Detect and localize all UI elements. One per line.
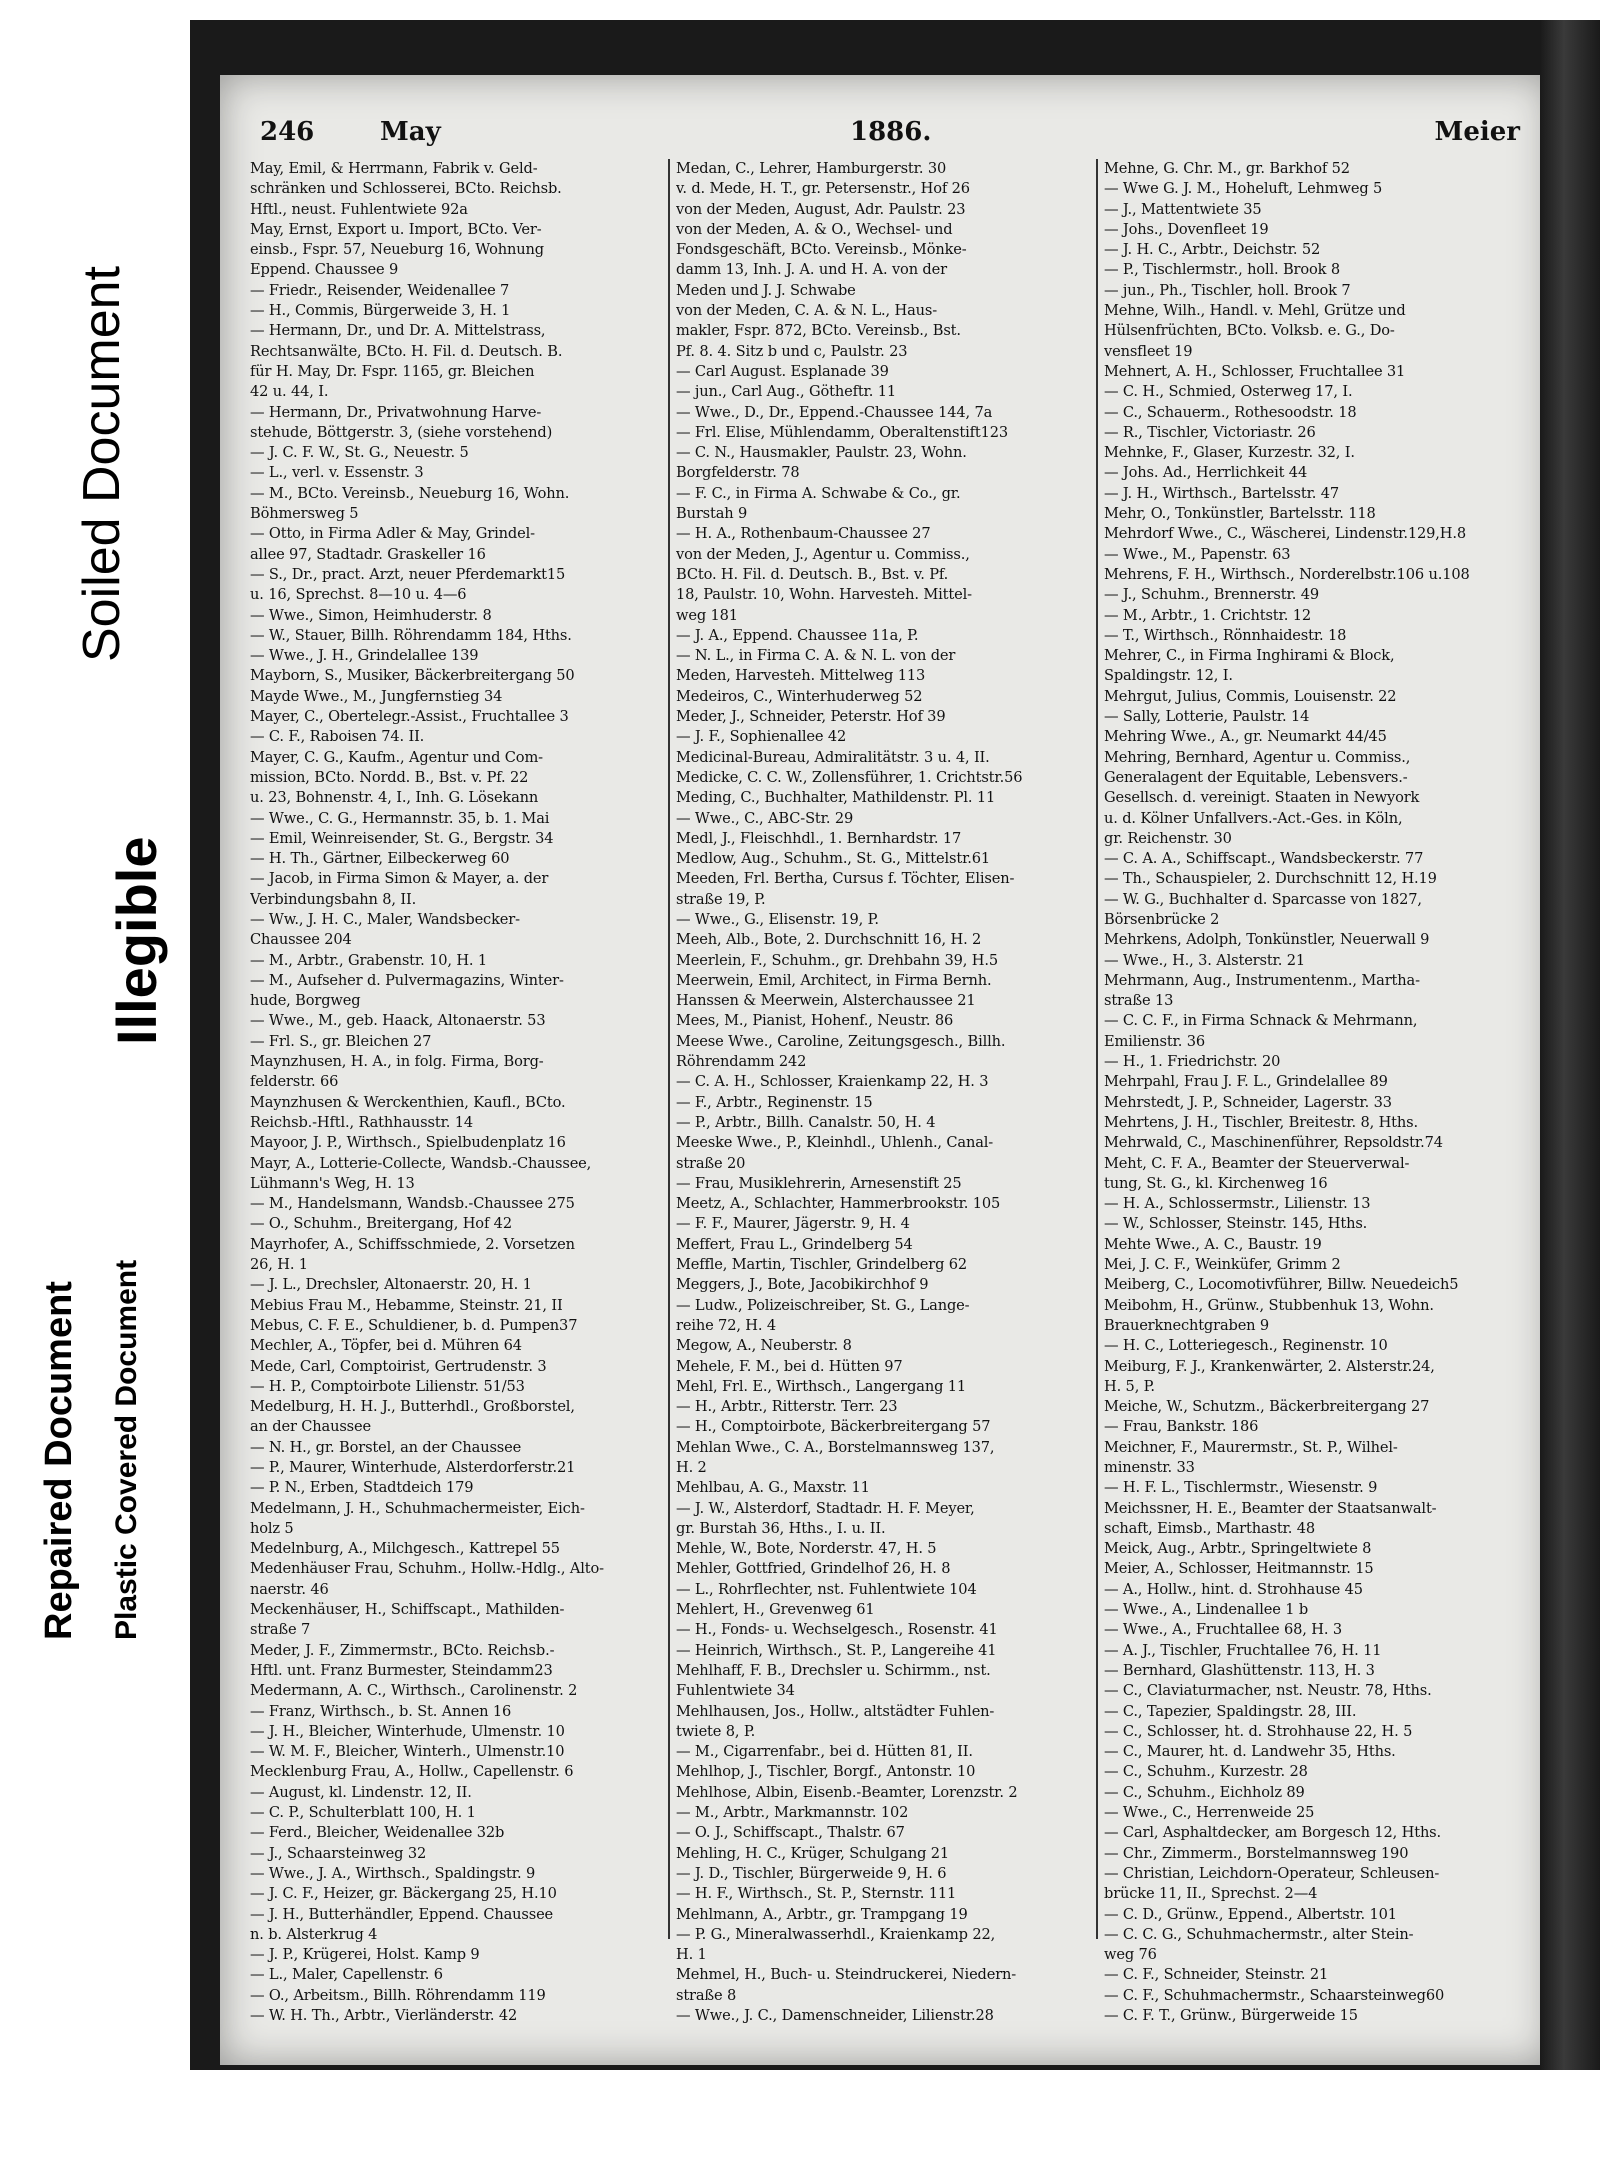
directory-entry-line: Emilienstr. 36: [1104, 1032, 1206, 1050]
directory-entry-line: — O., Arbeitsm., Billh. Röhrendamm 119: [250, 1986, 546, 2004]
directory-entry-line: — F. C., in Firma A. Schwabe & Co., gr.: [676, 484, 961, 502]
directory-entry-line: — T., Wirthsch., Rönnhaidestr. 18: [1104, 626, 1347, 644]
directory-entry-line: — C., Schuhm., Eichholz 89: [1104, 1783, 1305, 1801]
directory-entry-line: — H. A., Schlossermstr., Lilienstr. 13: [1104, 1195, 1371, 1213]
directory-entry-line: von der Meden, C. A. & N. L., Haus-: [676, 302, 937, 320]
directory-entry-line: Mede, Carl, Comptoirist, Gertrudenstr. 3: [250, 1357, 547, 1375]
directory-entry-line: tung, St. G., kl. Kirchenweg 16: [1104, 1174, 1328, 1192]
directory-entry-line: — W. M. F., Bleicher, Winterh., Ulmenstr.10: [250, 1743, 565, 1761]
directory-entry-line: Mehlmann, A., Arbtr., gr. Trampgang 19: [676, 1905, 968, 1923]
directory-entry-line: — S., Dr., pract. Arzt, neuer Pferdemarkt15: [250, 565, 566, 583]
directory-entry-line: für H. May, Dr. Fspr. 1165, gr. Bleichen: [250, 362, 535, 380]
directory-entry-line: — N. L., in Firma C. A. & N. L. von der: [676, 647, 956, 665]
directory-entry-line: mission, BCto. Nordd. B., Bst. v. Pf. 22: [250, 768, 529, 786]
directory-entry-line: u. d. Kölner Unfallvers.-Act.-Ges. in Köln,: [1104, 809, 1403, 827]
directory-entry-line: Mayde Wwe., M., Jungfernstieg 34: [250, 687, 503, 705]
directory-entry-line: — C., Claviaturmacher, nst. Neustr. 78, Hths.: [1104, 1682, 1432, 1700]
directory-entry-line: stehude, Böttgerstr. 3, (siehe vorstehend): [250, 423, 553, 441]
directory-entry-line: — Wwe., A., Lindenallee 1 b: [1104, 1601, 1309, 1619]
directory-entry-line: — C. A. A., Schiffscapt., Wandsbeckerstr. 77: [1104, 850, 1424, 868]
directory-entry-line: Mayborn, S., Musiker, Bäckerbreitergang 50: [250, 667, 575, 685]
directory-entry-line: — Hermann, Dr., und Dr. A. Mittelstrass,: [250, 322, 546, 340]
scanned-page-frame: [190, 20, 1600, 2070]
directory-entry-line: Mehrpahl, Frau J. F. L., Grindelallee 89: [1104, 1073, 1388, 1091]
directory-entry-line: — Frl. S., gr. Bleichen 27: [250, 1032, 432, 1050]
directory-entry-line: — Ludw., Polizeischreiber, St. G., Lange-: [676, 1296, 970, 1314]
directory-entry-line: — J. H., Wirthsch., Bartelsstr. 47: [1104, 484, 1340, 502]
directory-entry-line: Meerlein, F., Schuhm., gr. Drehbahn 39, H.5: [676, 951, 998, 969]
directory-entry-line: Mayrhofer, A., Schiffsschmiede, 2. Vorsetzen: [250, 1235, 575, 1253]
directory-entry-line: von der Meden, A. & O., Wechsel- und: [676, 220, 953, 238]
directory-entry-line: Maynzhusen & Werckenthien, Kaufl., BCto.: [250, 1093, 566, 1111]
directory-entry-line: Medelmann, J. H., Schuhmachermeister, Eich-: [250, 1499, 585, 1517]
directory-entry-line: Medelnburg, A., Milchgesch., Kattrepel 55: [250, 1540, 560, 1558]
directory-entry-line: Mehrgut, Julius, Commis, Louisenstr. 22: [1104, 687, 1397, 705]
directory-entry-line: Meier, A., Schlosser, Heitmannstr. 15: [1104, 1560, 1374, 1578]
directory-entry-line: damm 13, Inh. J. A. und H. A. von der: [676, 261, 947, 279]
directory-entry-line: — Wwe., J. H., Grindelallee 139: [250, 647, 479, 665]
directory-entry-line: — L., Rohrflechter, nst. Fuhlentwiete 104: [676, 1580, 977, 1598]
directory-entry-line: Mehnke, F., Glaser, Kurzestr. 32, I.: [1104, 444, 1355, 462]
directory-entry-line: — J., Mattentwiete 35: [1104, 200, 1262, 218]
directory-entry-line: — J. C. F., Heizer, gr. Bäckergang 25, H.10: [250, 1885, 557, 1903]
directory-entry-line: — C., Schuhm., Kurzestr. 28: [1104, 1763, 1308, 1781]
directory-entry-line: — O., Schuhm., Breitergang, Hof 42: [250, 1215, 512, 1233]
directory-entry-line: Mayer, C. G., Kaufm., Agentur und Com-: [250, 748, 543, 766]
directory-entry-line: Meden und J. J. Schwabe: [676, 281, 856, 299]
directory-entry-line: Mehele, F. M., bei d. Hütten 97: [676, 1357, 903, 1375]
soiled-document-label: Soiled Document: [73, 266, 131, 662]
directory-entry-line: — C. F. T., Grünw., Bürgerweide 15: [1104, 2007, 1358, 2025]
directory-entry-line: — Hermann, Dr., Privatwohnung Harve-: [250, 403, 542, 421]
directory-entry-line: an der Chaussee: [250, 1418, 371, 1436]
directory-entry-line: — Wwe., C., ABC-Str. 29: [676, 809, 854, 827]
directory-entry-line: — Wwe., J. A., Wirthsch., Spaldingstr. 9: [250, 1864, 536, 1882]
directory-entry-line: Medenhäuser Frau, Schuhm., Hollw.-Hdlg., Alto-: [250, 1560, 604, 1578]
directory-entry-line: BCto. H. Fil. d. Deutsch. B., Bst. v. Pf.: [676, 565, 949, 583]
directory-entry-line: 26, H. 1: [250, 1256, 308, 1274]
directory-entry-line: Meht, C. F. A., Beamter der Steuerverwal-: [1104, 1154, 1410, 1172]
directory-entry-line: May, Emil, & Herrmann, Fabrik v. Geld-: [250, 160, 538, 177]
directory-entry-line: H. 1: [676, 1946, 707, 1964]
directory-entry-line: straße 19, P.: [676, 890, 766, 908]
directory-entry-line: — H. F. L., Tischlermstr., Wiesenstr. 9: [1104, 1479, 1378, 1497]
directory-entry-line: Rechtsanwälte, BCto. H. Fil. d. Deutsch. B.: [250, 342, 563, 360]
directory-entry-line: — A. J., Tischler, Fruchtallee 76, H. 11: [1104, 1641, 1382, 1659]
directory-entry-line: Röhrendamm 242: [676, 1053, 807, 1071]
directory-entry-line: — J. D., Tischler, Bürgerweide 9, H. 6: [676, 1864, 947, 1882]
directory-entry-line: — R., Tischler, Victoriastr. 26: [1104, 423, 1316, 441]
directory-entry-line: Mehlbau, A. G., Maxstr. 11: [676, 1479, 870, 1497]
directory-entry-line: Meden, Harvesteh. Mittelweg 113: [676, 667, 926, 685]
directory-entry-line: Hanssen & Meerwein, Alsterchaussee 21: [676, 992, 976, 1010]
page-header: [260, 117, 1520, 157]
directory-entry-line: — Chr., Zimmerm., Borstelmannsweg 190: [1104, 1844, 1409, 1862]
directory-entry-line: Mehling, H. C., Krüger, Schulgang 21: [676, 1844, 950, 1862]
directory-entry-line: Mecklenburg Frau, A., Hollw., Capellenstr. 6: [250, 1763, 574, 1781]
directory-entry-line: — O. J., Schiffscapt., Thalstr. 67: [676, 1824, 905, 1842]
directory-entry-line: Gesellsch. d. vereinigt. Staaten in Newyork: [1104, 789, 1420, 807]
directory-entry-line: Mehr, O., Tonkünstler, Bartelsstr. 118: [1104, 505, 1376, 523]
directory-entry-line: Meerwein, Emil, Architect, in Firma Bernh.: [676, 971, 992, 989]
directory-entry-line: — P., Maurer, Winterhude, Alsterdorferstr.21: [250, 1459, 576, 1476]
directory-entry-line: gr. Burstah 36, Hths., I. u. II.: [676, 1519, 886, 1537]
directory-entry-line: — L., Maler, Capellenstr. 6: [250, 1966, 443, 1984]
directory-entry-line: — J. W., Alsterdorf, Stadtadr. H. F. Meyer,: [676, 1499, 975, 1517]
directory-entry-line: — C. D., Grünw., Eppend., Albertstr. 101: [1104, 1905, 1397, 1923]
directory-entry-line: Mehrmann, Aug., Instrumentenm., Martha-: [1104, 971, 1420, 989]
directory-entry-line: — C. F., Raboisen 74. II.: [250, 728, 425, 746]
directory-entry-line: — Frau, Musiklehrerin, Arnesenstift 25: [676, 1174, 962, 1192]
directory-entry-line: — H. P., Comptoirbote Lilienstr. 51/53: [250, 1377, 525, 1395]
directory-entry-line: Mehte Wwe., A. C., Baustr. 19: [1104, 1235, 1322, 1253]
directory-entry-line: — M., Aufseher d. Pulvermagazins, Winter-: [250, 971, 564, 989]
directory-entry-line: — C. P., Schulterblatt 100, H. 1: [250, 1804, 476, 1822]
directory-entry-line: — C. C. F., in Firma Schnack & Mehrmann,: [1104, 1012, 1418, 1030]
directory-entry-line: holz 5: [250, 1519, 294, 1537]
directory-entry-line: — Bernhard, Glashüttenstr. 113, H. 3: [1104, 1661, 1375, 1679]
directory-entry-line: u. 23, Bohnenstr. 4, I., Inh. G. Lösekann: [250, 789, 539, 807]
directory-entry-line: Mehrdorf Wwe., C., Wäscherei, Lindenstr.129,H.8: [1104, 525, 1466, 543]
directory-entry-line: Spaldingstr. 12, I.: [1104, 667, 1233, 685]
year-heading: 1886.: [850, 117, 932, 147]
directory-entry-line: Megow, A., Neuberstr. 8: [676, 1337, 852, 1355]
directory-entry-line: — H., 1. Friedrichstr. 20: [1104, 1053, 1281, 1071]
directory-entry-line: — J. P., Krügerei, Holst. Kamp 9: [250, 1946, 480, 1964]
directory-entry-line: Meibohm, H., Grünw., Stubbenhuk 13, Wohn.: [1104, 1296, 1434, 1314]
book-binding-edge: [1540, 20, 1600, 2070]
directory-entry-line: — C. H., Schmied, Osterweg 17, I.: [1104, 383, 1353, 401]
directory-entry-line: — J., Schaarsteinweg 32: [250, 1844, 427, 1862]
directory-entry-line: Meiburg, F. J., Krankenwärter, 2. Alsterstr.24,: [1104, 1357, 1435, 1375]
directory-entry-line: Fuhlentwiete 34: [676, 1682, 795, 1700]
directory-entry-line: vensfleet 19: [1104, 342, 1193, 360]
directory-entry-line: Mechler, A., Töpfer, bei d. Mühren 64: [250, 1337, 522, 1355]
directory-entry-line: — H., Fonds- u. Wechselgesch., Rosenstr. 41: [676, 1621, 998, 1639]
directory-entry-line: Medelburg, H. H. J., Butterhdl., Großborstel,: [250, 1398, 575, 1416]
directory-entry-line: Reichsb.-Hftl., Rathhausstr. 14: [250, 1113, 474, 1131]
directory-entry-line: straße 8: [676, 1986, 737, 2004]
directory-entry-line: Brauerknechtgraben 9: [1104, 1316, 1270, 1334]
directory-entry-line: Mehring Wwe., A., gr. Neumarkt 44/45: [1104, 728, 1387, 746]
directory-entry-line: Fondsgeschäft, BCto. Vereinsb., Mönke-: [676, 241, 967, 259]
side-labels: [0, 0, 210, 2177]
directory-entry-line: May, Ernst, Export u. Import, BCto. Ver-: [250, 220, 542, 238]
directory-entry-line: Mehlhaff, F. B., Drechsler u. Schirmm., nst.: [676, 1661, 991, 1679]
directory-entry-line: Mehrtens, J. H., Tischler, Breitestr. 8, Hths.: [1104, 1113, 1418, 1131]
directory-entry-line: Meder, J. F., Zimmermstr., BCto. Reichsb.-: [250, 1641, 555, 1659]
directory-entry-line: — Wwe., C. G., Hermannstr. 35, b. 1. Mai: [250, 809, 550, 827]
directory-entry-line: — Friedr., Reisender, Weidenallee 7: [250, 281, 510, 299]
directory-entry-line: minenstr. 33: [1104, 1459, 1195, 1476]
directory-entry-line: — M., Arbtr., Grabenstr. 10, H. 1: [250, 951, 488, 969]
directory-entry-line: — W., Schlosser, Steinstr. 145, Hths.: [1104, 1215, 1368, 1233]
directory-entry-line: Mehrens, F. H., Wirthsch., Norderelbstr.106 u.108: [1104, 565, 1470, 583]
directory-entry-line: Mehring, Bernhard, Agentur u. Commiss.,: [1104, 748, 1411, 766]
directory-entry-line: Maynzhusen, H. A., in folg. Firma, Borg-: [250, 1053, 544, 1071]
directory-entry-line: weg 76: [1104, 1946, 1157, 1964]
directory-entry-line: — W. G., Buchhalter d. Sparcasse von 1827,: [1104, 890, 1422, 908]
directory-entry-line: — H. F., Wirthsch., St. P., Sternstr. 111: [676, 1885, 957, 1903]
directory-entry-line: — Emil, Weinreisender, St. G., Bergstr. 34: [250, 829, 554, 847]
directory-entry-line: — Wwe., J. C., Damenschneider, Lilienstr.28: [676, 2007, 994, 2025]
directory-entry-line: Mehrkens, Adolph, Tonkünstler, Neuerwall 9: [1104, 931, 1430, 949]
directory-entry-line: Meetz, A., Schlachter, Hammerbrookstr. 105: [676, 1195, 1001, 1213]
directory-entry-line: einsb., Fspr. 57, Neueburg 16, Wohnung: [250, 241, 544, 259]
directory-entry-line: — C. F., Schneider, Steinstr. 21: [1104, 1966, 1329, 1984]
directory-entry-line: Pf. 8. 4. Sitz b und c, Paulstr. 23: [676, 342, 908, 360]
directory-entry-line: — J. H., Bleicher, Winterhude, Ulmenstr. 10: [250, 1722, 565, 1740]
directory-entry-line: Mees, M., Pianist, Hohenf., Neustr. 86: [676, 1012, 954, 1030]
directory-entry-line: Medicinal-Bureau, Admiralitätstr. 3 u. 4, II.: [676, 748, 990, 766]
directory-entry-line: — Frl. Elise, Mühlendamm, Oberaltenstift123: [676, 423, 1008, 441]
directory-entry-line: Meeske Wwe., P., Kleinhdl., Uhlenh., Canal-: [676, 1134, 994, 1152]
directory-entry-line: — C. N., Hausmakler, Paulstr. 23, Wohn.: [676, 444, 967, 462]
directory-entry-line: Mayer, C., Obertelegr.-Assist., Fruchtallee 3: [250, 708, 569, 726]
directory-entry-line: brücke 11, II., Sprechst. 2—4: [1104, 1885, 1318, 1903]
directory-entry-line: — C. A. H., Schlosser, Kraienkamp 22, H. 3: [676, 1073, 989, 1091]
directory-entry-line: Mehne, Wilh., Handl. v. Mehl, Grütze und: [1104, 302, 1406, 320]
directory-entry-line: — C., Maurer, ht. d. Landwehr 35, Hths.: [1104, 1743, 1396, 1761]
directory-entry-line: — M., BCto. Vereinsb., Neueburg 16, Wohn.: [250, 484, 570, 502]
directory-entry-line: — Ferd., Bleicher, Weidenallee 32b: [250, 1824, 505, 1842]
directory-entry-line: — Wwe., M., geb. Haack, Altonaerstr. 53: [250, 1012, 546, 1030]
directory-entry-line: — M., Cigarrenfabr., bei d. Hütten 81, II.: [676, 1743, 973, 1761]
directory-entry-line: — Johs., Dovenfleet 19: [1104, 220, 1269, 238]
directory-entry-line: Meiche, W., Schutzm., Bäckerbreitergang 27: [1104, 1398, 1430, 1416]
directory-entry-line: Meckenhäuser, H., Schiffscapt., Mathilden-: [250, 1601, 565, 1619]
directory-entry-line: Mei, J. C. F., Weinküfer, Grimm 2: [1104, 1256, 1341, 1274]
directory-entry-line: Meese Wwe., Caroline, Zeitungsgesch., Billh.: [676, 1032, 1006, 1050]
directory-entry-line: — J. C. F. W., St. G., Neuestr. 5: [250, 444, 469, 462]
directory-entry-line: Mehle, W., Bote, Norderstr. 47, H. 5: [676, 1540, 937, 1558]
directory-entry-line: felderstr. 66: [250, 1073, 339, 1091]
directory-entry-line: — H., Comptoirbote, Bäckerbreitergang 57: [676, 1418, 991, 1436]
directory-entry-line: Mehrwald, C., Maschinenführer, Repsoldstr.74: [1104, 1134, 1443, 1152]
directory-entry-line: Verbindungsbahn 8, II.: [250, 890, 417, 908]
directory-entry-line: Hftl. unt. Franz Burmester, Steindamm23: [250, 1661, 553, 1679]
directory-entry-line: Lühmann's Weg, H. 13: [250, 1174, 415, 1192]
directory-entry-line: — J. A., Eppend. Chaussee 11a, P.: [676, 626, 919, 644]
directory-entry-line: weg 181: [676, 606, 738, 624]
directory-entry-line: Mehrer, C., in Firma Inghirami & Block,: [1104, 647, 1395, 665]
directory-entry-line: — W. H. Th., Arbtr., Vierländerstr. 42: [250, 2007, 518, 2025]
directory-entry-line: — Ww., J. H. C., Maler, Wandsbecker-: [250, 910, 520, 928]
directory-entry-line: — H. A., Rothenbaum-Chaussee 27: [676, 525, 931, 543]
directory-entry-line: — Frau, Bankstr. 186: [1104, 1418, 1259, 1436]
directory-entry-line: — C. C. G., Schuhmachermstr., alter Stein-: [1104, 1925, 1414, 1943]
directory-entry-line: — Carl August. Esplanade 39: [676, 362, 889, 380]
directory-entry-line: — C., Schauerm., Rothesoodstr. 18: [1104, 403, 1357, 421]
directory-entry-line: — H. C., Lotteriegesch., Reginenstr. 10: [1104, 1337, 1388, 1355]
directory-entry-line: makler, Fspr. 872, BCto. Vereinsb., Bst.: [676, 322, 961, 340]
directory-entry-line: — F., Arbtr., Reginenstr. 15: [676, 1093, 873, 1111]
directory-entry-line: — Th., Schauspieler, 2. Durchschnitt 12, H.19: [1104, 870, 1437, 888]
directory-entry-line: Mehrstedt, J. P., Schneider, Lagerstr. 33: [1104, 1093, 1392, 1111]
directory-entry-line: — Wwe., C., Herrenweide 25: [1104, 1804, 1315, 1822]
directory-entry-line: Generalagent der Equitable, Lebensvers.-: [1104, 768, 1408, 786]
column-divider: [668, 159, 670, 1939]
directory-entry-line: — jun., Carl Aug., Götheftr. 11: [676, 383, 896, 401]
directory-entry-line: — W., Stauer, Billh. Röhrendamm 184, Hths.: [250, 626, 572, 644]
directory-entry-line: — M., Arbtr., 1. Crichtstr. 12: [1104, 606, 1311, 624]
directory-entry-line: twiete 8, P.: [676, 1722, 756, 1740]
directory-entry-line: — M., Arbtr., Markmannstr. 102: [676, 1804, 909, 1822]
directory-entry-line: — P., Tischlermstr., holl. Brook 8: [1104, 261, 1340, 279]
directory-entry-line: Mehler, Gottfried, Grindelhof 26, H. 8: [676, 1560, 951, 1578]
directory-entry-line: — Franz, Wirthsch., b. St. Annen 16: [250, 1702, 512, 1720]
directory-entry-line: — Wwe G. J. M., Hoheluft, Lehmweg 5: [1104, 180, 1383, 198]
directory-entry-line: — August, kl. Lindenstr. 12, II.: [250, 1783, 472, 1801]
directory-entry-line: Mayr, A., Lotterie-Collecte, Wandsb.-Chaussee,: [250, 1154, 592, 1172]
directory-column-right: [1104, 159, 1514, 2026]
directory-entry-line: straße 7: [250, 1621, 311, 1639]
directory-entry-line: — J., Schuhm., Brennerstr. 49: [1104, 586, 1319, 604]
directory-entry-line: — Johs. Ad., Herrlichkeit 44: [1104, 464, 1308, 482]
directory-entry-line: schränken und Schlosserei, BCto. Reichsb.: [250, 180, 562, 198]
directory-entry-line: — P. N., Erben, Stadtdeich 179: [250, 1479, 474, 1497]
repaired-document-label: Repaired Document: [38, 1281, 80, 1640]
plastic-covered-document-label: Plastic Covered Document: [110, 1259, 143, 1640]
directory-entry-line: — Otto, in Firma Adler & May, Grindel-: [250, 525, 535, 543]
directory-entry-line: Meichner, F., Maurermstr., St. P., Wilhel-: [1104, 1438, 1398, 1456]
directory-entry-line: allee 97, Stadtadr. Graskeller 16: [250, 545, 486, 563]
directory-entry-line: — J. F., Sophienallee 42: [676, 728, 847, 746]
directory-entry-line: Meggers, J., Bote, Jacobikirchhof 9: [676, 1276, 929, 1294]
directory-entry-line: — F. F., Maurer, Jägerstr. 9, H. 4: [676, 1215, 910, 1233]
directory-entry-line: Mayoor, J. P., Wirthsch., Spielbudenplatz 16: [250, 1134, 566, 1152]
directory-entry-line: — P. G., Mineralwasserhdl., Kraienkamp 22,: [676, 1925, 996, 1943]
directory-entry-line: 18, Paulstr. 10, Wohn. Harvesteh. Mittel-: [676, 586, 972, 604]
directory-entry-line: Mehmel, H., Buch- u. Steindruckerei, Niedern-: [676, 1966, 1017, 1984]
directory-entry-line: straße 20: [676, 1154, 746, 1172]
right-guide-word: Meier: [1434, 117, 1520, 147]
directory-entry-line: — jun., Ph., Tischler, holl. Brook 7: [1104, 281, 1351, 299]
directory-entry-line: — A., Hollw., hint. d. Strohhause 45: [1104, 1580, 1363, 1598]
directory-entry-line: — C., Tapezier, Spaldingstr. 28, III.: [1104, 1702, 1357, 1720]
directory-entry-line: — Wwe., H., 3. Alsterstr. 21: [1104, 951, 1306, 969]
directory-entry-line: Meffert, Frau L., Grindelberg 54: [676, 1235, 913, 1253]
directory-entry-line: Medan, C., Lehrer, Hamburgerstr. 30: [676, 160, 947, 177]
directory-entry-line: Medeiros, C., Winterhuderweg 52: [676, 687, 923, 705]
directory-entry-line: Böhmersweg 5: [250, 505, 359, 523]
directory-entry-line: — Wwe., A., Fruchtallee 68, H. 3: [1104, 1621, 1342, 1639]
directory-entry-line: — J. H. C., Arbtr., Deichstr. 52: [1104, 241, 1321, 259]
directory-entry-line: — Wwe., M., Papenstr. 63: [1104, 545, 1291, 563]
directory-entry-line: straße 13: [1104, 992, 1174, 1010]
directory-entry-line: H. 5, P.: [1104, 1377, 1155, 1395]
directory-entry-line: Meeh, Alb., Bote, 2. Durchschnitt 16, H. 2: [676, 931, 982, 949]
directory-column-left: [250, 159, 660, 2026]
directory-entry-line: Meding, C., Buchhalter, Mathildenstr. Pl. 11: [676, 789, 996, 807]
directory-entry-line: — H., Arbtr., Ritterstr. Terr. 23: [676, 1398, 898, 1416]
directory-entry-line: Mehne, G. Chr. M., gr. Barkhof 52: [1104, 160, 1350, 177]
directory-entry-line: Meiberg, C., Locomotivführer, Billw. Neuedeich5: [1104, 1276, 1459, 1294]
directory-entry-line: n. b. Alsterkrug 4: [250, 1925, 378, 1943]
directory-entry-line: Mehl, Frl. E., Wirthsch., Langergang 11: [676, 1377, 967, 1395]
directory-entry-line: reihe 72, H. 4: [676, 1316, 776, 1334]
directory-page: [220, 75, 1550, 2065]
directory-entry-line: hude, Borgweg: [250, 992, 361, 1010]
illegible-label: Illegible: [105, 836, 168, 1045]
directory-entry-line: — C., Schlosser, ht. d. Strohhause 22, H. 5: [1104, 1722, 1413, 1740]
directory-entry-line: — M., Handelsmann, Wandsb.-Chaussee 275: [250, 1195, 575, 1213]
directory-entry-line: Mehnert, A. H., Schlosser, Fruchtallee 31: [1104, 362, 1406, 380]
directory-entry-line: — Wwe., Simon, Heimhuderstr. 8: [250, 606, 492, 624]
directory-entry-line: Medl, J., Fleischhdl., 1. Bernhardstr. 17: [676, 829, 962, 847]
directory-entry-line: Medermann, A. C., Wirthsch., Carolinenstr. 2: [250, 1682, 578, 1700]
directory-entry-line: Mehlhop, J., Tischler, Borgf., Antonstr. 10: [676, 1763, 976, 1781]
left-guide-word: May: [380, 117, 441, 147]
directory-entry-line: — J. H., Butterhändler, Eppend. Chaussee: [250, 1905, 554, 1923]
directory-entry-line: — Wwe., G., Elisenstr. 19, P.: [676, 910, 879, 928]
directory-entry-line: naerstr. 46: [250, 1580, 329, 1598]
directory-entry-line: Hftl., neust. Fuhlentwiete 92a: [250, 200, 468, 218]
directory-entry-line: Eppend. Chaussee 9: [250, 261, 399, 279]
directory-entry-line: — J. L., Drechsler, Altonaerstr. 20, H. 1: [250, 1276, 532, 1294]
directory-entry-line: 42 u. 44, I.: [250, 383, 329, 401]
page-number: 246: [260, 117, 315, 147]
directory-entry-line: Mehlan Wwe., C. A., Borstelmannsweg 137,: [676, 1438, 995, 1456]
directory-entry-line: — L., verl. v. Essenstr. 3: [250, 464, 424, 482]
directory-entry-line: Börsenbrücke 2: [1104, 910, 1220, 928]
directory-entry-line: — Jacob, in Firma Simon & Mayer, a. der: [250, 870, 549, 888]
directory-entry-line: — C. F., Schuhmachermstr., Schaarsteinweg60: [1104, 1986, 1445, 2004]
directory-entry-line: Mebius Frau M., Hebamme, Steinstr. 21, II: [250, 1296, 563, 1314]
directory-entry-line: Medlow, Aug., Schuhm., St. G., Mittelstr.61: [676, 850, 991, 868]
directory-entry-line: — H., Commis, Bürgerweide 3, H. 1: [250, 302, 511, 320]
directory-entry-line: — Heinrich, Wirthsch., St. P., Langereihe 41: [676, 1641, 997, 1659]
directory-entry-line: Mehlhausen, Jos., Hollw., altstädter Fuhlen-: [676, 1702, 995, 1720]
directory-entry-line: — H. Th., Gärtner, Eilbeckerweg 60: [250, 850, 510, 868]
directory-entry-line: Chaussee 204: [250, 931, 352, 949]
directory-entry-line: v. d. Mede, H. T., gr. Petersenstr., Hof 26: [676, 180, 970, 198]
directory-entry-line: — Carl, Asphaltdecker, am Borgesch 12, Hths.: [1104, 1824, 1442, 1842]
column-divider: [1096, 159, 1098, 1939]
directory-entry-line: Meeden, Frl. Bertha, Cursus f. Töchter, Elisen-: [676, 870, 1015, 888]
directory-entry-line: — Sally, Lotterie, Paulstr. 14: [1104, 708, 1310, 726]
directory-entry-line: Meick, Aug., Arbtr., Springeltwiete 8: [1104, 1540, 1372, 1558]
directory-entry-line: H. 2: [676, 1459, 707, 1476]
directory-entry-line: — Wwe., D., Dr., Eppend.-Chaussee 144, 7a: [676, 403, 993, 421]
directory-entry-line: Medicke, C. C. W., Zollensführer, 1. Crichtstr.56: [676, 768, 1023, 786]
directory-column-middle: [676, 159, 1086, 2026]
directory-entry-line: Hülsenfrüchten, BCto. Volksb. e. G., Do-: [1104, 322, 1395, 340]
directory-entry-line: — Christian, Leichdorn-Operateur, Schleusen-: [1104, 1864, 1440, 1882]
directory-entry-line: Mehlert, H., Grevenweg 61: [676, 1601, 875, 1619]
directory-entry-line: gr. Reichenstr. 30: [1104, 829, 1232, 847]
directory-entry-line: Meichssner, H. E., Beamter der Staatsanwalt-: [1104, 1499, 1437, 1517]
directory-entry-line: — N. H., gr. Borstel, an der Chaussee: [250, 1438, 522, 1456]
directory-entry-line: von der Meden, J., Agentur u. Commiss.,: [676, 545, 970, 563]
directory-entry-line: Mebus, C. F. E., Schuldiener, b. d. Pumpen37: [250, 1316, 578, 1334]
directory-entry-line: Burstah 9: [676, 505, 748, 523]
directory-entry-line: Meffle, Martin, Tischler, Grindelberg 62: [676, 1256, 968, 1274]
directory-entry-line: von der Meden, August, Adr. Paulstr. 23: [676, 200, 966, 218]
directory-entry-line: schaft, Eimsb., Marthastr. 48: [1104, 1519, 1316, 1537]
directory-entry-line: — P., Arbtr., Billh. Canalstr. 50, H. 4: [676, 1113, 936, 1131]
directory-entry-line: Borgfelderstr. 78: [676, 464, 800, 482]
directory-entry-line: u. 16, Sprechst. 8—10 u. 4—6: [250, 586, 467, 604]
directory-entry-line: Mehlhose, Albin, Eisenb.-Beamter, Lorenzstr. 2: [676, 1783, 1018, 1801]
directory-entry-line: Meder, J., Schneider, Peterstr. Hof 39: [676, 708, 946, 726]
